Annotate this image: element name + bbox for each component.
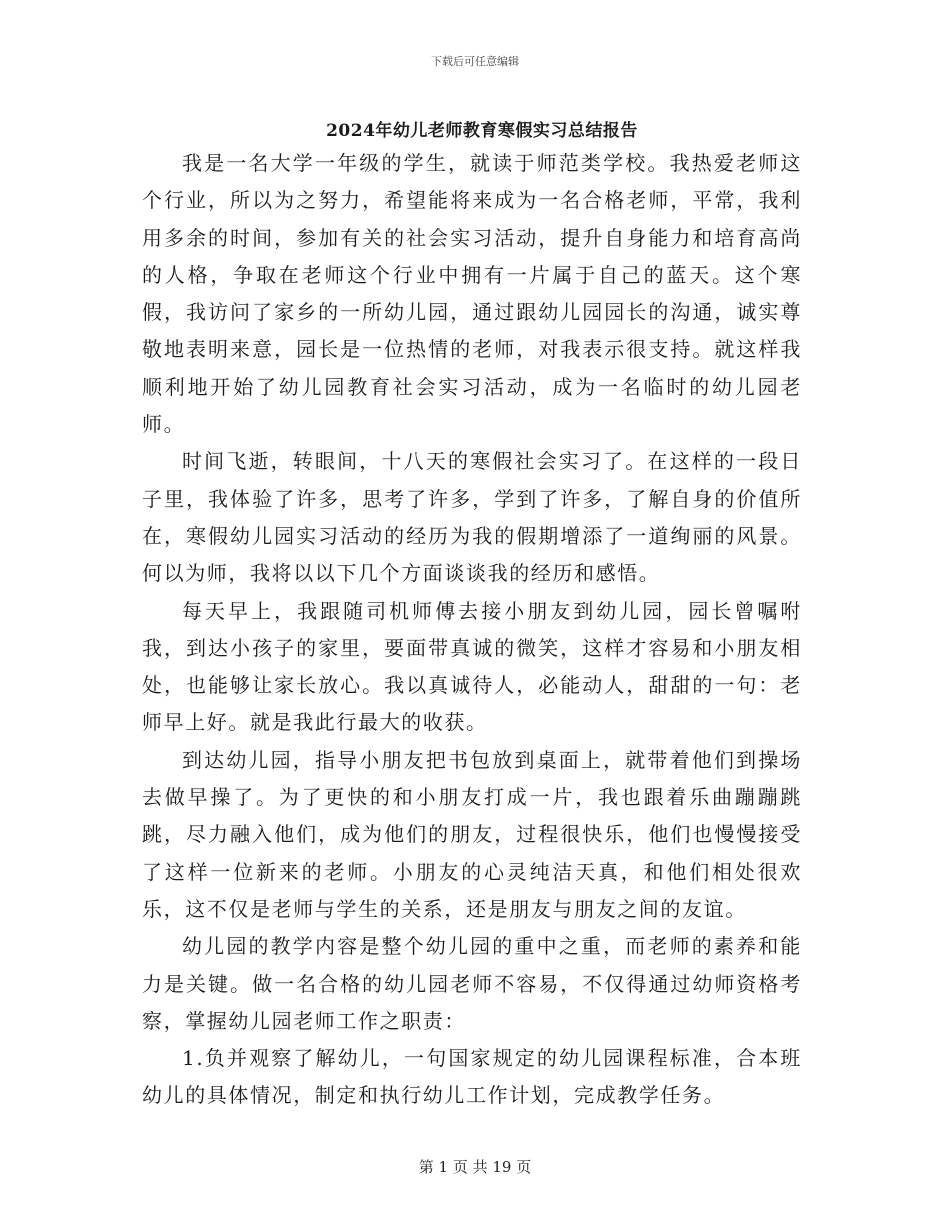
paragraph-4: 到达幼儿园，指导小朋友把书包放到桌面上，就带着他们到操场去做早操了。为了更快的和小朋友打成一片，我也跟着乐曲蹦蹦跳跳，尽力融入他们，成为他们的朋友，过程很快乐，他们也慢慢接受了这样一位新来的老师。小朋友的心灵纯洁天真，和他们相处很欢乐，这不仅是老师与学生的关系，还是朋友与朋友之间的友谊。 — [142, 747, 802, 921]
paragraph-3: 每天早上，我跟随司机师傅去接小朋友到幼儿园，园长曾嘱咐我，到达小孩子的家里，要面带真诚的微笑，这样才容易和小朋友相处，也能够让家长放心。我以真诚待人，必能动人，甜甜的一句：老师早上好。就是我此行最大的收获。 — [142, 598, 802, 735]
paragraph-2: 时间飞逝，转眼间，十八天的寒假社会实习了。在这样的一段日子里，我体验了许多，思考了许多，学到了许多，了解自身的价值所在，寒假幼儿园实习活动的经历为我的假期增添了一道绚丽的风景。何以为师，我将以以下几个方面谈谈我的经历和感悟。 — [142, 449, 802, 586]
paragraph-1: 我是一名大学一年级的学生，就读于师范类学校。我热爱老师这个行业，所以为之努力，希望能将来成为一名合格老师，平常，我利用多余的时间，参加有关的社会实习活动，提升自身能力和培育高尚的人格，争取在老师这个行业中拥有一片属于自己的蓝天。这个寒假，我访问了家乡的一所幼儿园，通过跟幼儿园园长的沟通，诚实尊敬地表明来意，园长是一位热情的老师，对我表示很支持。就这样我顺利地开始了幼儿园教育社会实习活动，成为一名临时的幼儿园老师。 — [142, 151, 802, 437]
document-body — [142, 145, 802, 1115]
paragraph-5: 幼儿园的教学内容是整个幼儿园的重中之重，而老师的素养和能力是关键。做一名合格的幼儿园老师不容易，不仅得通过幼师资格考察，掌握幼儿园老师工作之职责： — [142, 934, 802, 1033]
document-title: 2024年幼儿老师教育寒假实习总结报告 — [326, 121, 638, 141]
header-note: 下载后可任意编辑 — [431, 55, 519, 68]
paragraph-6: 1.负并观察了解幼儿，一句国家规定的幼儿园课程标准，合本班幼儿的具体情况，制定和执行幼儿工作计划，完成教学任务。 — [142, 1046, 802, 1108]
page-number: 第 1 页 共 19 页 — [418, 1158, 532, 1176]
